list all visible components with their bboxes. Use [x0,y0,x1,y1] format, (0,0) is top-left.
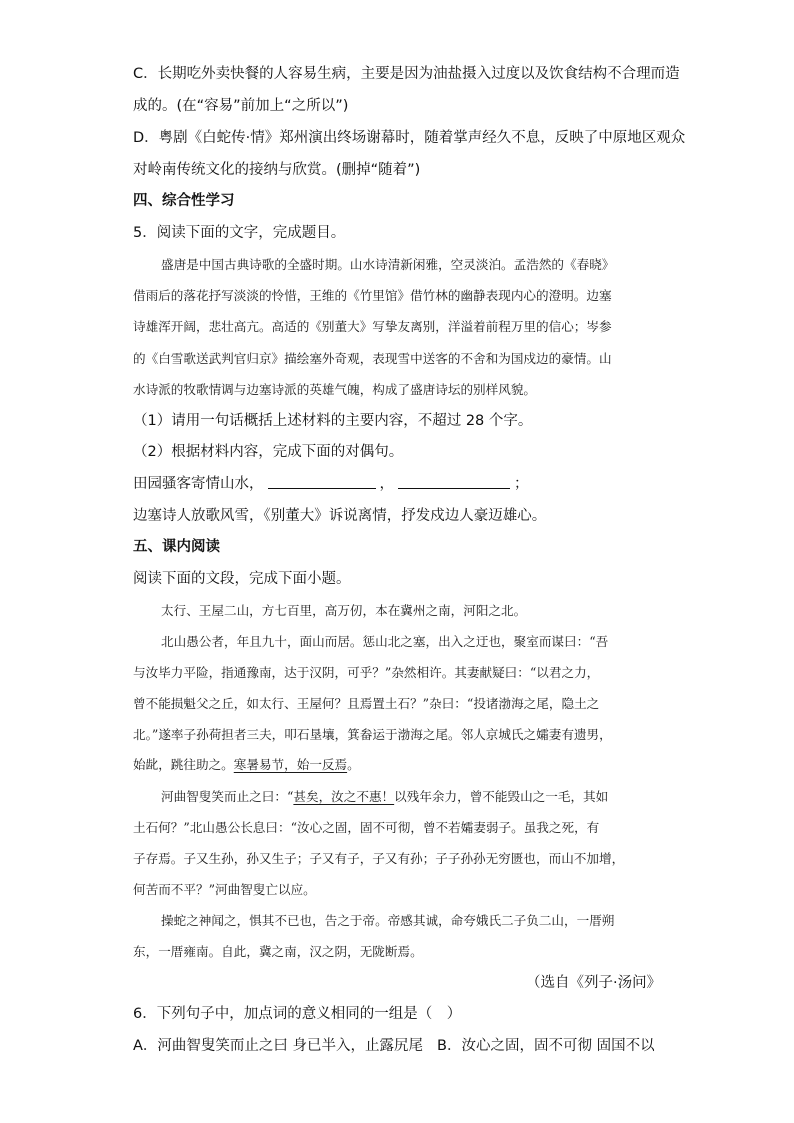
question-6-prompt: 6．下列句子中，加点词的意义相同的一组是（ ） [133,1006,462,1022]
answer-blank-2[interactable] [398,474,510,489]
yugong-line-11: 操蛇之神闻之，惧其不已也，告之于帝。帝感其诚，命夸娥氏二子负二山，一厝朔 [161,913,615,928]
yugong-line-6-end: 。 [347,757,360,772]
yugong-line-9: 子存焉。子又生孙，孙又生子；子又有子，子又有孙；子子孙孙无穷匮也，而山不加增， [133,851,625,866]
question-5-prompt: 5．阅读下面的文字，完成题目。 [133,225,346,241]
source-citation: （选自《列子·汤问》 [526,975,662,991]
yugong-line-4: 曾不能损魁父之丘，如太行、王屋何？且焉置土石？”杂曰：“投诸渤海之尾，隐土之 [133,696,600,711]
option-c-line1: C．长期吃外卖快餐的人容易生病，主要是因为油盐摄入过度以及饮食结构不合理而造 [133,66,680,82]
option-d-line1: D．粤剧《白蛇传·情》郑州演出终场谢幕时，随着掌声经久不息，反映了中原地区观众 [133,130,686,146]
couplet-line-2: 边塞诗人放歌风雪，《别董大》诉说离情，抒发戍边人豪迈雄心。 [133,508,547,524]
option-a: A．河曲智叟笑而止之曰 身已半入，止露尻尾 [133,1038,424,1054]
question-5-2: （2）根据材料内容，完成下面的对偶句。 [133,444,404,460]
passage-line-2: 借雨后的落花抒写淡淡的怜惜，王维的《竹里馆》借竹林的幽静表现内心的澄明。边塞 [133,288,612,303]
reading-intro: 阅读下面的文段，完成下面小题。 [133,571,351,587]
option-c-line2: 成的。(在“容易”前加上“之所以”) [133,98,349,114]
yugong-line-6-start: 始龀，跳往助之。 [133,757,234,772]
yugong-line-3: 与汝毕力平险，指通豫南，达于汉阴，可乎？”杂然相许。其妻献疑曰：“以君之力， [133,665,600,680]
question-6-options [133,1036,655,1056]
yugong-line-1: 太行、王屋二山，方七百里，高万仞，本在冀州之南，河阳之北。 [161,603,527,618]
yugong-line-7-start: 河曲智叟笑而止之曰：“ [161,789,294,804]
passage-line-5: 水诗派的牧歌情调与边塞诗派的英雄气魄，构成了盛唐诗坛的别样风貌。 [133,382,536,397]
couplet-prefix: 田园骚客寄情山水， [133,476,264,492]
yugong-line-8: 土石何？”北山愚公长息曰：“汝心之固，固不可彻，曾不若孀妻弱子。虽我之死，有 [133,820,600,835]
yugong-line-7-end: 以残年余力，曾不能毁山之一毛，其如 [394,789,609,804]
option-d-line2: 对岭南传统文化的接纳与欣赏。(删掉“随着”) [133,162,421,178]
section-4-heading: 四、综合性学习 [133,193,235,209]
question-5-1: （1）请用一句话概括上述材料的主要内容，不超过 28 个字。 [133,413,533,429]
yugong-line-2: 北山愚公者，年且九十，面山而居。惩山北之塞，出入之迂也，聚室而谋曰：“吾 [161,634,609,649]
section-5-heading: 五、课内阅读 [133,539,220,555]
yugong-line-5: 北。”遂率子孙荷担者三夫，叩石垦壤，箕畚运于渤海之尾。邻人京城氏之孀妻有遗男， [133,727,612,742]
option-b: B．汝心之固，固不可彻 固国不以 [437,1038,655,1054]
yugong-line-6 [133,756,360,774]
passage-line-3: 诗雄浑开阔，悲壮高亢。高适的《别董大》写挚友离别，洋溢着前程万里的信心；岑参 [133,319,612,334]
yugong-line-7 [161,788,608,806]
couplet-line-1 [133,474,529,494]
underlined-sentence-2: 甚矣，汝之不惠！ [293,789,395,804]
yugong-line-10: 何苦而不平？”河曲智叟亡以应。 [133,882,316,897]
passage-line-4: 的《白雪歌送武判官归京》描绘塞外奇观，表现雪中送客的不舍和为国戍边的豪情。山 [133,351,612,366]
underlined-sentence-1: 寒暑易节，始一反焉 [233,757,348,772]
couplet-separator: ， [379,476,394,492]
passage-line-1: 盛唐是中国古典诗歌的全盛时期。山水诗清新闲雅，空灵淡泊。孟浩然的《春晓》 [161,257,615,272]
couplet-end: ； [514,476,529,492]
answer-blank-1[interactable] [268,474,376,489]
yugong-line-12: 东，一厝雍南。自此，冀之南，汉之阴，无陇断焉。 [133,944,423,959]
